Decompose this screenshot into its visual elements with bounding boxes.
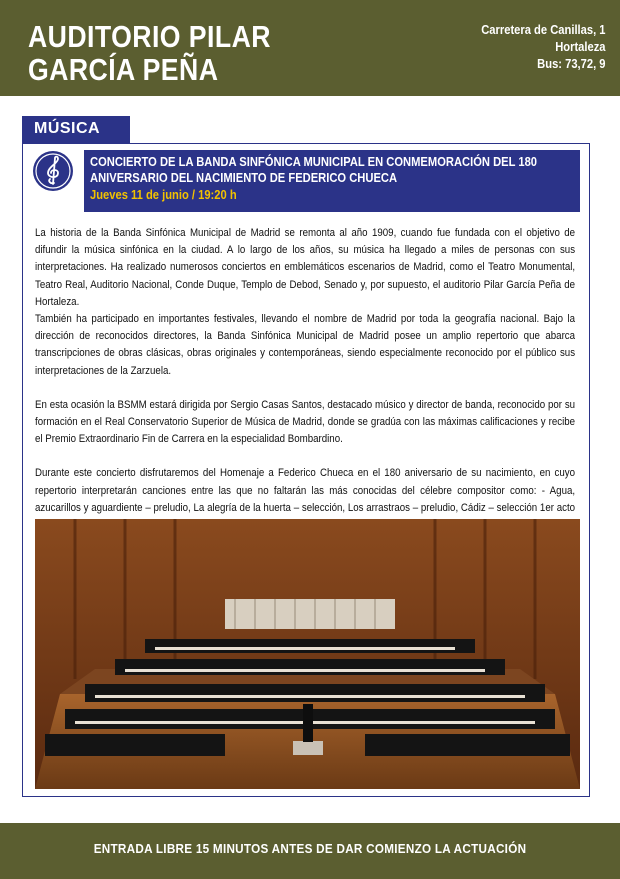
address-bus: Bus: 73,72, 9 [537,56,606,71]
description-paragraph: En esta ocasión la BSMM estará dirigida por Sergio Casas Santos, destacado músico y director de banda, reconocido por su formación en el Real Conservatorio Superior de Música de Madrid, donde se gradúa con las máximas calificaciones y recibe el Premio Extraordinario Fin de Carrera en la especialidad Bombardino. [35,398,576,446]
address-district: Hortaleza [555,39,606,54]
description-paragraph: Durante este concierto disfrutaremos del Homenaje a Federico Chueca en el 180 aniversario de su nacimiento, en cuyo repertorio interpretarán canciones entre las que no faltarán las más conocidas del célebre compositor como: - Agua, azucarillos y aguardiente – preludio, La alegría de la huerta – selección, Los arrastraos – preludio, Cádiz – selección 1er acto [35,467,576,514]
description-paragraph: La historia de la Banda Sinfónica Municipal de Madrid se remonta al año 1909, cuando fue fundada con el objetivo de difundir la música sinfónica en la ciudad. A lo largo de los años, su música ha llegado a miles de personas con sus interpretaciones. Ha realizado numerosos conciertos en emblemáticos escenarios de Madrid, como el Teatro Monumental, Teatro Real, Auditorio Nacional, Conde Duque, Templo de Debod, Senado y, por supuesto, el auditorio Pilar García Peña de Hortaleza. [35,227,576,308]
footer-bar [0,823,620,879]
venue-title: AUDITORIO PILAR GARCÍA PEÑA [28,19,271,87]
event-description [35,225,575,534]
header-bar [0,0,620,96]
event-title: CONCIERTO DE LA BANDA SINFÓNICA MUNICIPAL EN CONMEMORACIÓN DEL 180 ANIVERSARIO DEL NACIMIENTO DE FEDERICO CHUECA [90,154,538,185]
section-label: MÚSICA [34,120,101,137]
event-date: Jueves 11 de junio / 19:20 h [90,187,237,202]
address-street: Carretera de Canillas, 1 [481,22,606,37]
event-banner [84,150,580,212]
venue-address [482,21,606,72]
treble-clef-icon [33,151,73,191]
orchestra-photo [35,519,580,789]
description-paragraph: También ha participado en importantes festivales, llevando el nombre de Madrid por toda la geografía nacional. Bajo la dirección de reconocidos directores, la Banda Sinfónica Municipal de Madrid posee un amplio repertorio que abarca transcripciones de obras clásicas, obras originales y contemporáneas, siendo especialmente reconocido por el público sus interpretaciones de la Zarzuela. [35,313,576,377]
footer-notice: ENTRADA LIBRE 15 MINUTOS ANTES DE DAR COMIENZO LA ACTUACIÓN [93,841,527,856]
section-tab [22,116,130,143]
